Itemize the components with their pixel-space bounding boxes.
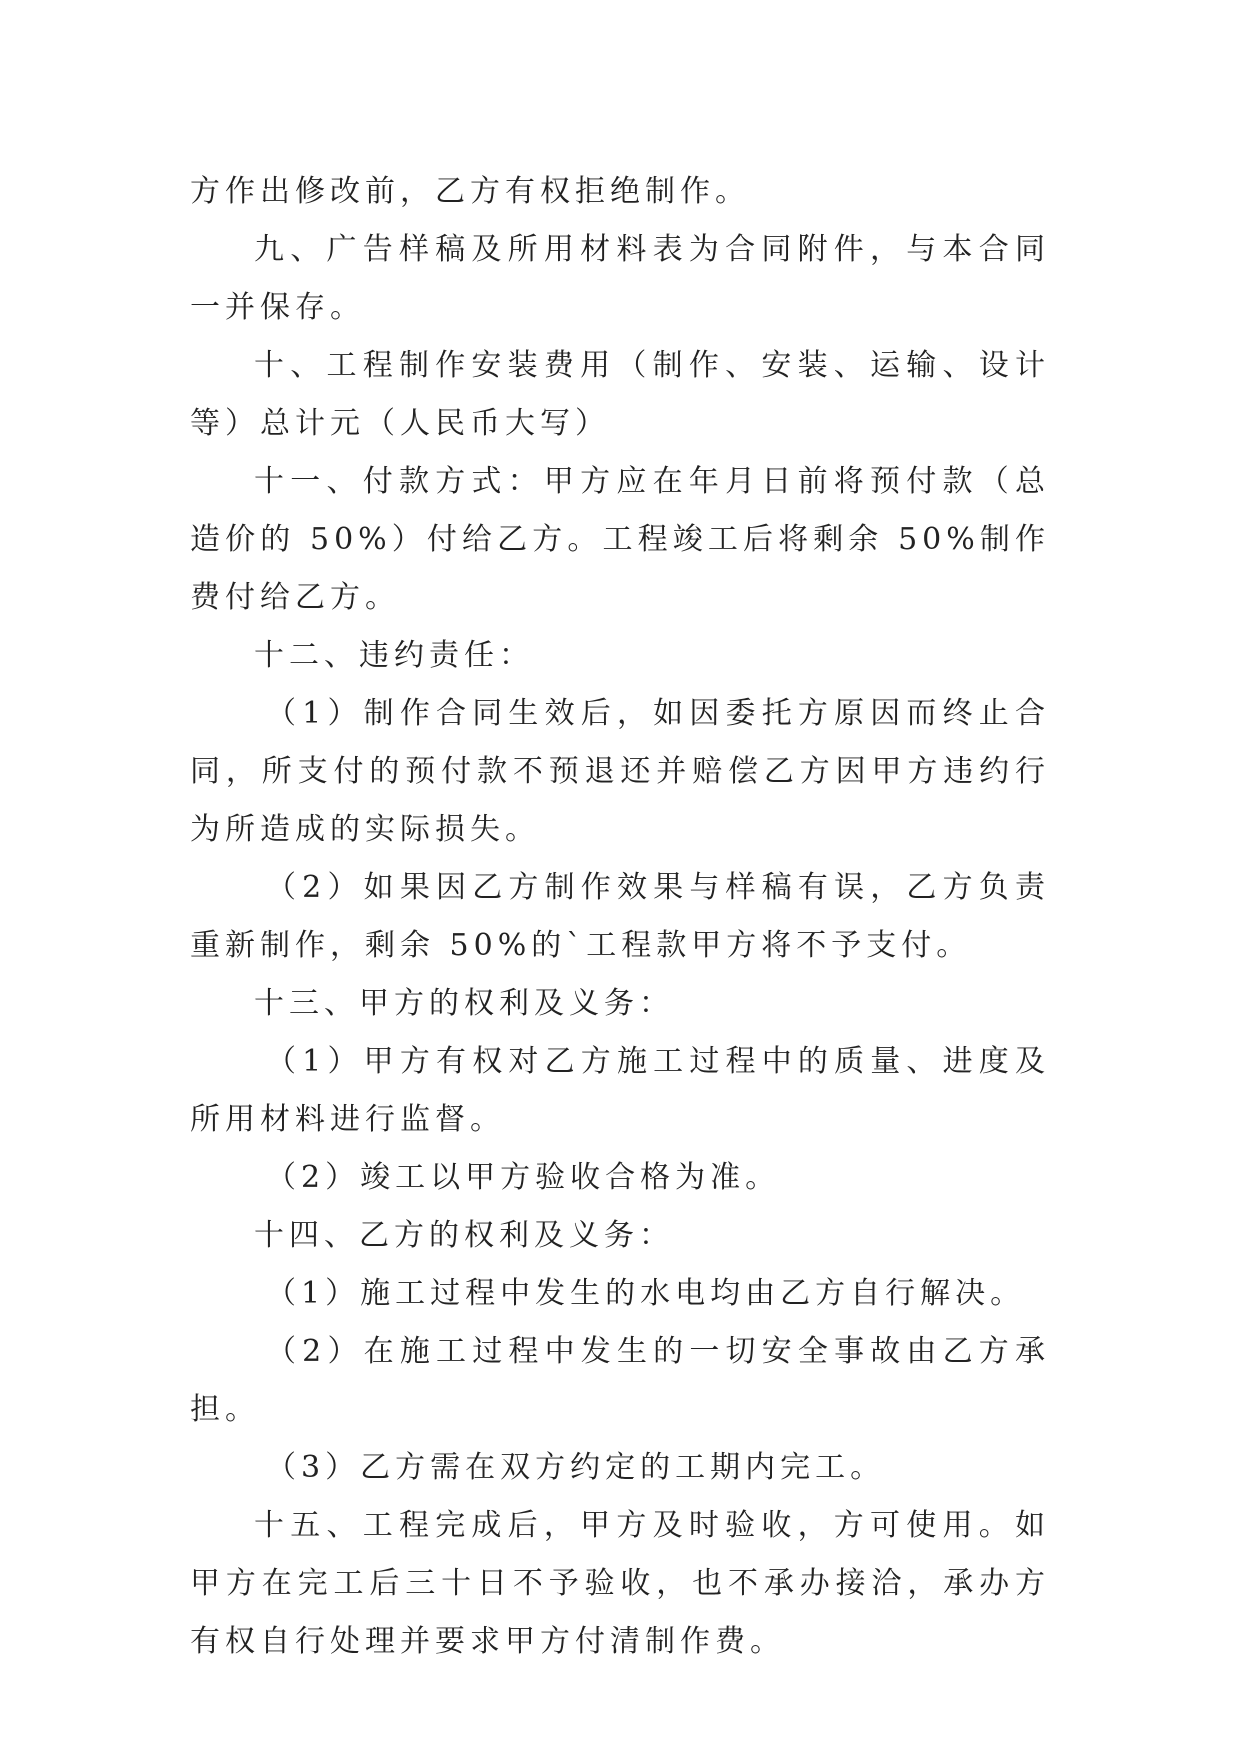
paragraph-clause-11: 十一、付款方式：甲方应在年月日前将预付款（总造价的 50%）付给乙方。工程竣工后将剩余 50%制作费付给乙方。 [190, 464, 1050, 615]
paragraph-continuation: 方作出修改前，乙方有权拒绝制作。 [190, 174, 750, 209]
paragraph-clause-14-item-1: （1）施工过程中发生的水电均由乙方自行解决。 [266, 1276, 1026, 1311]
paragraph-clause-15: 十五、工程完成后，甲方及时验收，方可使用。如甲方在完工后三十日不予验收，也不承办接洽，承办方有权自行处理并要求甲方付清制作费。 [190, 1508, 1050, 1659]
paragraph-clause-13-item-2: （2）竣工以甲方验收合格为准。 [266, 1160, 781, 1195]
paragraph-clause-13-item-1: （1）甲方有权对乙方施工过程中的质量、进度及所用材料进行监督。 [190, 1044, 1050, 1137]
paragraph-clause-14: 十四、乙方的权利及义务： [254, 1218, 674, 1253]
paragraph-clause-13: 十三、甲方的权利及义务： [254, 986, 674, 1021]
paragraph-clause-12-item-2: （2）如果因乙方制作效果与样稿有误，乙方负责重新制作，剩余 50%的`工程款甲方将不予支付。 [190, 870, 1050, 963]
paragraph-clause-9: 九、广告样稿及所用材料表为合同附件，与本合同一并保存。 [190, 232, 1050, 325]
document-body [190, 163, 1050, 1671]
paragraph-clause-12-item-1: （1）制作合同生效后，如因委托方原因而终止合同，所支付的预付款不预退还并赔偿乙方因甲方违约行为所造成的实际损失。 [190, 696, 1050, 847]
paragraph-clause-12: 十二、违约责任： [254, 638, 534, 673]
paragraph-clause-14-item-3: （3）乙方需在双方约定的工期内完工。 [266, 1450, 886, 1485]
paragraph-clause-10: 十、工程制作安装费用（制作、安装、运输、设计等）总计元（人民币大写） [190, 348, 1050, 441]
paragraph-clause-14-item-2: （2）在施工过程中发生的一切安全事故由乙方承担。 [190, 1334, 1050, 1427]
